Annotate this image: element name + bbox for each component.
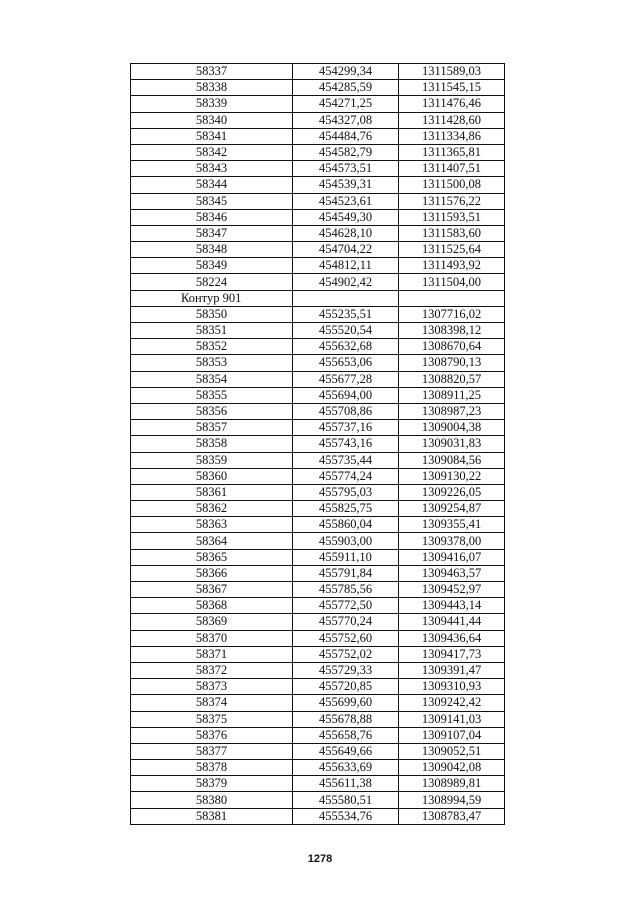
- point-number-cell: 58363: [131, 517, 293, 533]
- x-coordinate-cell: 454902,42: [293, 274, 399, 290]
- point-number-cell: 58373: [131, 679, 293, 695]
- point-number-cell: 58346: [131, 209, 293, 225]
- point-number-cell: 58345: [131, 193, 293, 209]
- y-coordinate-cell: 1311576,22: [399, 193, 505, 209]
- y-coordinate-cell: 1308790,13: [399, 355, 505, 371]
- point-number-cell: 58376: [131, 727, 293, 743]
- y-coordinate-cell: 1307716,02: [399, 306, 505, 322]
- point-number-cell: 58361: [131, 484, 293, 500]
- point-number-cell: 58224: [131, 274, 293, 290]
- y-coordinate-cell: 1309141,03: [399, 711, 505, 727]
- table-row: [131, 452, 505, 468]
- point-number-cell: 58369: [131, 614, 293, 630]
- contour-label: Контур 901: [131, 290, 293, 306]
- table-row: [131, 128, 505, 144]
- x-coordinate-cell: 455580,51: [293, 792, 399, 808]
- point-number-cell: 58360: [131, 468, 293, 484]
- point-number-cell: 58379: [131, 776, 293, 792]
- table-row: [131, 614, 505, 630]
- contour-header-row: [131, 290, 505, 306]
- table-row: [131, 64, 505, 80]
- x-coordinate-cell: 455737,16: [293, 420, 399, 436]
- x-coordinate-cell: 455825,75: [293, 501, 399, 517]
- x-coordinate-cell: 455678,88: [293, 711, 399, 727]
- point-number-cell: 58377: [131, 743, 293, 759]
- y-coordinate-cell: 1309031,83: [399, 436, 505, 452]
- x-coordinate-cell: 454299,34: [293, 64, 399, 80]
- x-coordinate-cell: 455752,02: [293, 646, 399, 662]
- x-coordinate-cell: 454327,08: [293, 112, 399, 128]
- page-number: 1278: [307, 853, 333, 865]
- x-coordinate-cell: 454549,30: [293, 209, 399, 225]
- point-number-cell: 58368: [131, 598, 293, 614]
- x-coordinate-cell: 455729,33: [293, 662, 399, 678]
- x-coordinate-cell: 455772,50: [293, 598, 399, 614]
- point-number-cell: 58366: [131, 565, 293, 581]
- y-coordinate-cell: 1309378,00: [399, 533, 505, 549]
- y-coordinate-cell: 1309452,97: [399, 582, 505, 598]
- x-coordinate-cell: 455774,24: [293, 468, 399, 484]
- table-row: [131, 258, 505, 274]
- point-number-cell: 58380: [131, 792, 293, 808]
- y-coordinate-cell: 1309417,73: [399, 646, 505, 662]
- y-coordinate-cell: 1311593,51: [399, 209, 505, 225]
- table-row: [131, 242, 505, 258]
- x-coordinate-cell: 454271,25: [293, 96, 399, 112]
- point-number-cell: 58359: [131, 452, 293, 468]
- y-coordinate-cell: 1308398,12: [399, 323, 505, 339]
- table-row: [131, 517, 505, 533]
- y-coordinate-cell: 1311493,92: [399, 258, 505, 274]
- table-row: [131, 209, 505, 225]
- point-number-cell: 58351: [131, 323, 293, 339]
- x-coordinate-cell: 455694,00: [293, 387, 399, 403]
- table-row: [131, 760, 505, 776]
- table-row: [131, 468, 505, 484]
- table-row: [131, 792, 505, 808]
- table-row: [131, 695, 505, 711]
- point-number-cell: 58364: [131, 533, 293, 549]
- y-coordinate-cell: 1311525,64: [399, 242, 505, 258]
- y-coordinate-cell: 1308989,81: [399, 776, 505, 792]
- point-number-cell: 58348: [131, 242, 293, 258]
- table-row: [131, 193, 505, 209]
- y-coordinate-cell: 1311365,81: [399, 144, 505, 160]
- y-coordinate-cell: 1308911,25: [399, 387, 505, 403]
- y-coordinate-cell: 1311504,00: [399, 274, 505, 290]
- point-number-cell: 58355: [131, 387, 293, 403]
- x-coordinate-cell: 455649,66: [293, 743, 399, 759]
- table-row: [131, 420, 505, 436]
- point-number-cell: 58374: [131, 695, 293, 711]
- empty-cell: [293, 290, 399, 306]
- x-coordinate-cell: 455860,04: [293, 517, 399, 533]
- y-coordinate-cell: 1309463,57: [399, 565, 505, 581]
- y-coordinate-cell: 1309436,64: [399, 630, 505, 646]
- point-number-cell: 58378: [131, 760, 293, 776]
- x-coordinate-cell: 455903,00: [293, 533, 399, 549]
- table-row: [131, 144, 505, 160]
- y-coordinate-cell: 1308783,47: [399, 808, 505, 824]
- point-number-cell: 58365: [131, 549, 293, 565]
- y-coordinate-cell: 1309042,08: [399, 760, 505, 776]
- y-coordinate-cell: 1309443,14: [399, 598, 505, 614]
- y-coordinate-cell: 1309254,87: [399, 501, 505, 517]
- table-row: [131, 501, 505, 517]
- point-number-cell: 58362: [131, 501, 293, 517]
- y-coordinate-cell: 1309107,04: [399, 727, 505, 743]
- point-number-cell: 58357: [131, 420, 293, 436]
- x-coordinate-cell: 454523,61: [293, 193, 399, 209]
- point-number-cell: 58372: [131, 662, 293, 678]
- x-coordinate-cell: 454628,10: [293, 225, 399, 241]
- table-row: [131, 549, 505, 565]
- point-number-cell: 58344: [131, 177, 293, 193]
- point-number-cell: 58342: [131, 144, 293, 160]
- point-number-cell: 58339: [131, 96, 293, 112]
- point-number-cell: 58349: [131, 258, 293, 274]
- table-row: [131, 225, 505, 241]
- x-coordinate-cell: 455735,44: [293, 452, 399, 468]
- table-row: [131, 436, 505, 452]
- point-number-cell: 58347: [131, 225, 293, 241]
- table-row: [131, 96, 505, 112]
- point-number-cell: 58358: [131, 436, 293, 452]
- table-row: [131, 274, 505, 290]
- x-coordinate-cell: 454539,31: [293, 177, 399, 193]
- table-row: [131, 743, 505, 759]
- x-coordinate-cell: 455708,86: [293, 403, 399, 419]
- table-row: [131, 598, 505, 614]
- x-coordinate-cell: 455611,38: [293, 776, 399, 792]
- table-row: [131, 565, 505, 581]
- y-coordinate-cell: 1311500,08: [399, 177, 505, 193]
- table-row: [131, 808, 505, 824]
- x-coordinate-cell: 455677,28: [293, 371, 399, 387]
- table-row: [131, 484, 505, 500]
- point-number-cell: 58356: [131, 403, 293, 419]
- x-coordinate-cell: 454484,76: [293, 128, 399, 144]
- point-number-cell: 58370: [131, 630, 293, 646]
- point-number-cell: 58375: [131, 711, 293, 727]
- point-number-cell: 58350: [131, 306, 293, 322]
- x-coordinate-cell: 455653,06: [293, 355, 399, 371]
- x-coordinate-cell: 455520,54: [293, 323, 399, 339]
- table-row: [131, 582, 505, 598]
- y-coordinate-cell: 1311407,51: [399, 161, 505, 177]
- x-coordinate-cell: 455534,76: [293, 808, 399, 824]
- coordinates-table: [130, 63, 505, 825]
- x-coordinate-cell: 455658,76: [293, 727, 399, 743]
- point-number-cell: 58340: [131, 112, 293, 128]
- point-number-cell: 58381: [131, 808, 293, 824]
- table-row: [131, 161, 505, 177]
- y-coordinate-cell: 1311583,60: [399, 225, 505, 241]
- y-coordinate-cell: 1309355,41: [399, 517, 505, 533]
- point-number-cell: 58343: [131, 161, 293, 177]
- x-coordinate-cell: 455633,69: [293, 760, 399, 776]
- point-number-cell: 58341: [131, 128, 293, 144]
- table-row: [131, 711, 505, 727]
- table-row: [131, 306, 505, 322]
- x-coordinate-cell: 455795,03: [293, 484, 399, 500]
- x-coordinate-cell: 454573,51: [293, 161, 399, 177]
- x-coordinate-cell: 455770,24: [293, 614, 399, 630]
- empty-cell: [399, 290, 505, 306]
- x-coordinate-cell: 455785,56: [293, 582, 399, 598]
- y-coordinate-cell: 1309052,51: [399, 743, 505, 759]
- x-coordinate-cell: 455911,10: [293, 549, 399, 565]
- table-row: [131, 371, 505, 387]
- y-coordinate-cell: 1308820,57: [399, 371, 505, 387]
- x-coordinate-cell: 454812,11: [293, 258, 399, 274]
- point-number-cell: 58352: [131, 339, 293, 355]
- y-coordinate-cell: 1309242,42: [399, 695, 505, 711]
- y-coordinate-cell: 1311428,60: [399, 112, 505, 128]
- coordinates-table-body: [131, 64, 505, 825]
- table-row: [131, 646, 505, 662]
- x-coordinate-cell: 454285,59: [293, 80, 399, 96]
- table-row: [131, 339, 505, 355]
- x-coordinate-cell: 455791,84: [293, 565, 399, 581]
- point-number-cell: 58371: [131, 646, 293, 662]
- y-coordinate-cell: 1311476,46: [399, 96, 505, 112]
- y-coordinate-cell: 1311334,86: [399, 128, 505, 144]
- table-row: [131, 80, 505, 96]
- y-coordinate-cell: 1311589,03: [399, 64, 505, 80]
- table-row: [131, 112, 505, 128]
- y-coordinate-cell: 1309391,47: [399, 662, 505, 678]
- y-coordinate-cell: 1309130,22: [399, 468, 505, 484]
- x-coordinate-cell: 455743,16: [293, 436, 399, 452]
- table-row: [131, 323, 505, 339]
- table-row: [131, 533, 505, 549]
- y-coordinate-cell: 1309310,93: [399, 679, 505, 695]
- x-coordinate-cell: 455699,60: [293, 695, 399, 711]
- x-coordinate-cell: 455632,68: [293, 339, 399, 355]
- y-coordinate-cell: 1309441,44: [399, 614, 505, 630]
- x-coordinate-cell: 454704,22: [293, 242, 399, 258]
- y-coordinate-cell: 1309416,07: [399, 549, 505, 565]
- y-coordinate-cell: 1308670,64: [399, 339, 505, 355]
- table-row: [131, 679, 505, 695]
- table-row: [131, 403, 505, 419]
- x-coordinate-cell: 455720,85: [293, 679, 399, 695]
- table-row: [131, 355, 505, 371]
- x-coordinate-cell: 454582,79: [293, 144, 399, 160]
- y-coordinate-cell: 1309004,38: [399, 420, 505, 436]
- table-row: [131, 630, 505, 646]
- point-number-cell: 58367: [131, 582, 293, 598]
- table-row: [131, 662, 505, 678]
- x-coordinate-cell: 455235,51: [293, 306, 399, 322]
- point-number-cell: 58338: [131, 80, 293, 96]
- point-number-cell: 58353: [131, 355, 293, 371]
- table-row: [131, 776, 505, 792]
- y-coordinate-cell: 1308987,23: [399, 403, 505, 419]
- y-coordinate-cell: 1309226,05: [399, 484, 505, 500]
- table-row: [131, 387, 505, 403]
- x-coordinate-cell: 455752,60: [293, 630, 399, 646]
- table-row: [131, 177, 505, 193]
- table-row: [131, 727, 505, 743]
- y-coordinate-cell: 1311545,15: [399, 80, 505, 96]
- point-number-cell: 58337: [131, 64, 293, 80]
- y-coordinate-cell: 1309084,56: [399, 452, 505, 468]
- point-number-cell: 58354: [131, 371, 293, 387]
- y-coordinate-cell: 1308994,59: [399, 792, 505, 808]
